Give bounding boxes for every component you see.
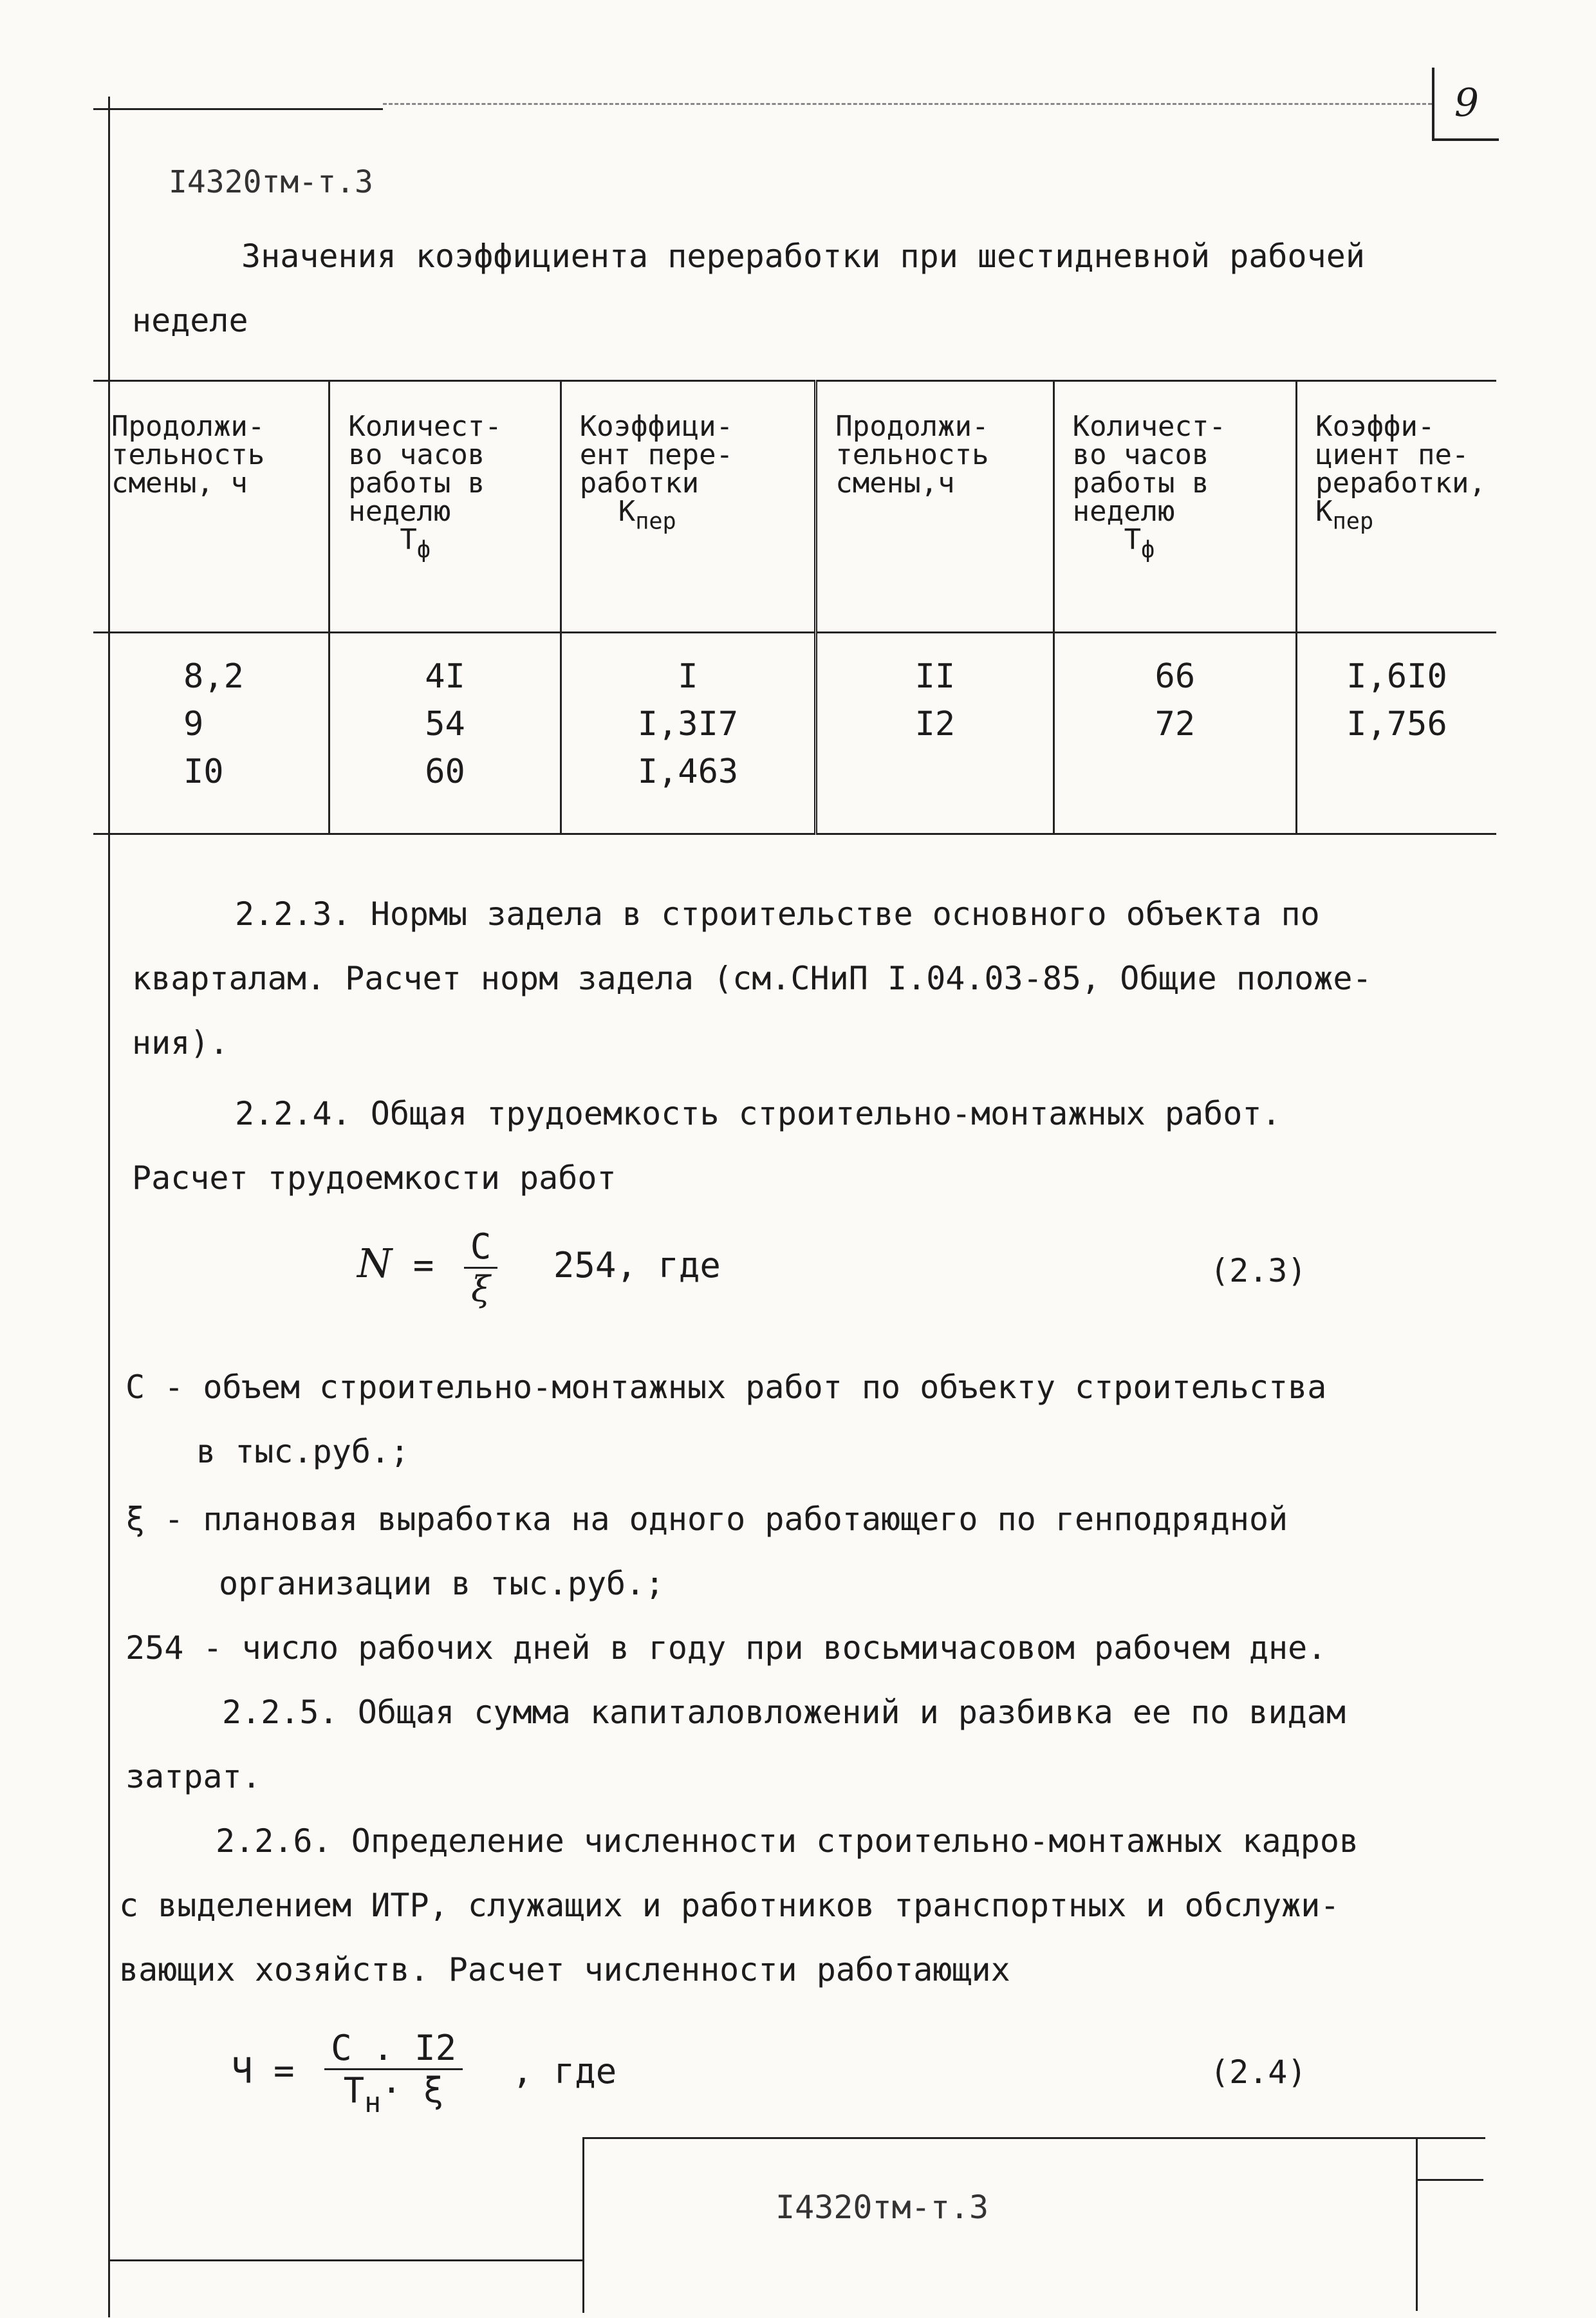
bottom-frame-line xyxy=(109,2259,582,2261)
header-weekly-hours-1: Количест- во часов работы в неделю $T_ф$ xyxy=(329,381,561,633)
col-shift-duration-1: 8,2 9 I0 xyxy=(93,633,329,834)
formula-lhs: N xyxy=(357,1240,393,1287)
table-title-line-1: Значения коэффициента переработки при шестидневной рабочей xyxy=(241,238,1365,275)
col-coefficient-2: I,6I0 I,756 xyxy=(1297,633,1496,834)
top-frame-line xyxy=(93,108,383,110)
title-block-sheet-cell xyxy=(1416,2137,1485,2311)
equation-number-2-3: (2.3) xyxy=(1210,1252,1307,1289)
paragraph-2-2-4: 2.2.4. Общая трудоемкость строительно-монтажных работ. Расчет трудоемкости работ xyxy=(132,1095,1281,1197)
col-coefficient-1: I I,3I7 I,463 xyxy=(561,633,816,834)
definition-254: 254 - число рабочих дней в году при восьмичасовом рабочем дне. xyxy=(125,1629,1327,1667)
formula-2-3: N = $\frac{C}{\xi}$ 254, где xyxy=(357,1226,721,1309)
paragraph-2-2-5: 2.2.5. Общая сумма капиталовложений и разбивка ее по видам затрат. xyxy=(125,1694,1346,1795)
header-coefficient-2: Коэффи- циент пе- реработки, $K_{пер}$ xyxy=(1297,381,1496,633)
header-coefficient-1: Коэффици- ент пере- работки $K_{пер}$ xyxy=(561,381,816,633)
coefficient-table xyxy=(93,380,1496,835)
col-weekly-hours-1: 4I 54 60 xyxy=(329,633,561,834)
table-row xyxy=(93,633,1496,834)
formula-2-4: Ч = $\frac{C . I2}{T_н\cdot \xi}$ , где xyxy=(232,2028,617,2120)
doc-code-top: I4320тм-т.3 xyxy=(169,164,373,200)
doc-code-bottom: I4320тм-т.3 xyxy=(775,2189,989,2226)
header-weekly-hours-2: Количест- во часов работы в неделю $T_ф$ xyxy=(1053,381,1296,633)
formula-lhs: Ч xyxy=(232,2050,253,2091)
formula-fraction: $\frac{C}{\xi}$ xyxy=(464,1226,498,1309)
definition-c: C - объем строительно-монтажных работ по объекту строительства в тыс.руб.; xyxy=(125,1369,1327,1470)
table-header-row xyxy=(93,381,1496,633)
definition-xi: ξ - плановая выработка на одного работающего по генподрядной организации в тыс.руб.; xyxy=(125,1500,1288,1602)
title-block-frame xyxy=(582,2137,1485,2313)
formula-fraction: $\frac{C . I2}{T_н\cdot \xi}$ xyxy=(324,2028,463,2119)
col-weekly-hours-2: 66 72 xyxy=(1053,633,1296,834)
header-shift-duration-2: Продолжи- тельность смены,ч xyxy=(816,381,1053,633)
title-block-divider xyxy=(1416,2179,1483,2181)
top-frame-dashed-line xyxy=(383,103,1432,105)
paragraph-2-2-6: 2.2.6. Определение численности строительно-монтажных кадров с выделением ИТР, служащих и работников транспортных и обслужи- вающих хозяйств. Расчет численности работающих xyxy=(119,1822,1359,1988)
equation-number-2-4: (2.4) xyxy=(1210,2053,1307,2091)
table-title-line-2: неделе xyxy=(132,302,248,339)
paragraph-2-2-3: 2.2.3. Нормы задела в строительстве основного объекта по кварталам. Расчет норм задела (см.СНиП I.04.03-85, Общие положе- ния). xyxy=(132,895,1372,1061)
header-shift-duration-1: Продолжи- тельность смены, ч xyxy=(93,381,329,633)
page-number: 9 xyxy=(1432,68,1499,141)
col-shift-duration-2: II I2 xyxy=(816,633,1053,834)
table-title xyxy=(132,224,1419,353)
